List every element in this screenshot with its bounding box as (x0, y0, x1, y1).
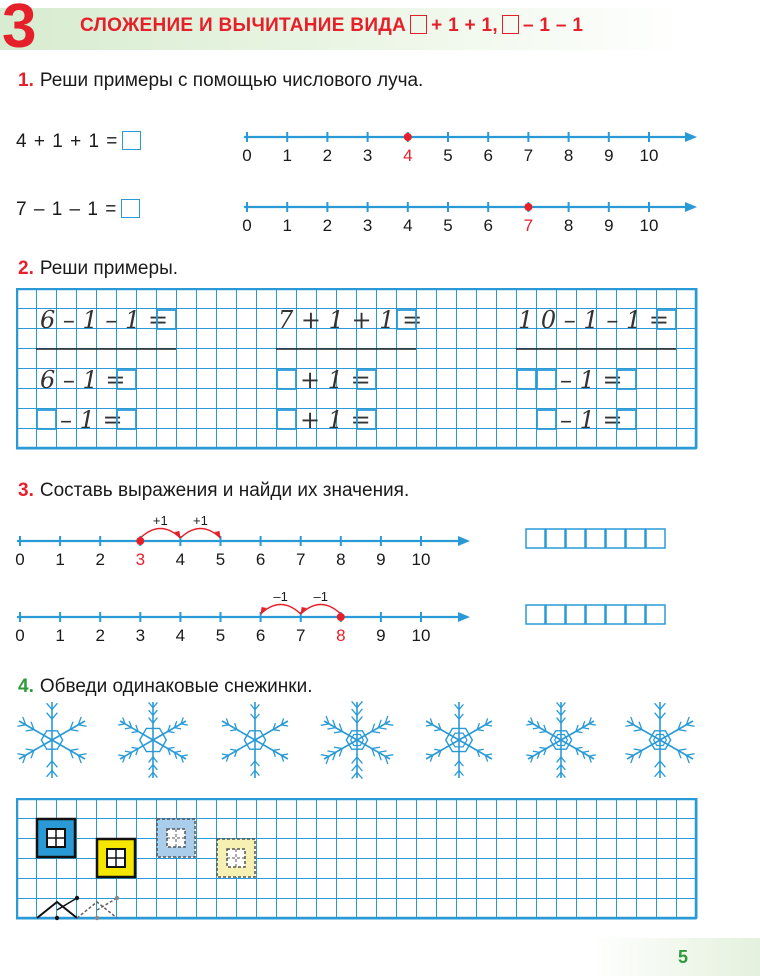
flake-branch (357, 772, 362, 778)
col1-line3-box-a[interactable] (37, 410, 56, 429)
flake-arm (459, 740, 492, 759)
flake-branch (485, 754, 492, 755)
number-ray-2 (242, 202, 697, 235)
flake-branch (357, 757, 362, 763)
ray-arrowhead (685, 202, 697, 212)
answer-cell (606, 529, 625, 548)
task3-number-rays (0, 505, 760, 655)
col1-line1: 6 – 1 – 1 = (40, 306, 169, 334)
flake-branch (678, 730, 686, 731)
flake-branch (678, 749, 686, 750)
flake-branch (655, 703, 660, 709)
flake-branch (576, 731, 583, 732)
flake-branch (357, 717, 362, 723)
flake-branch (533, 751, 540, 752)
col2-line1: 7 + 1 + 1 = (278, 306, 423, 334)
answer-cell (606, 605, 625, 624)
ray-label-10: 10 (411, 550, 431, 569)
ray-label-3: 3 (135, 626, 146, 645)
flake-branch (174, 751, 181, 752)
flake-branch (625, 725, 633, 726)
flake-branch (582, 728, 589, 729)
flake-branch (426, 725, 433, 726)
col2-line2: + 1 = (300, 366, 371, 394)
flake-branch (539, 747, 546, 748)
ray-arrowhead (685, 132, 697, 142)
title-box-1 (410, 15, 427, 34)
ray-label-10: 10 (639, 216, 659, 235)
ray-label-4: 4 (175, 626, 186, 645)
col2-line3-box-a[interactable] (277, 410, 296, 429)
answer-cell (546, 605, 565, 624)
flake-branch (372, 747, 380, 748)
ray-label-1: 1 (282, 216, 292, 235)
flake-branch (230, 749, 237, 750)
answer-cell (526, 605, 545, 624)
flake-branch (281, 725, 288, 726)
ray-label-7: 7 (523, 146, 534, 165)
ray-label-9: 9 (604, 216, 614, 235)
flake-branch (47, 761, 52, 767)
flake-branch (327, 751, 335, 752)
ray-marked-point (136, 537, 144, 545)
flake-branch (47, 703, 52, 709)
hop-label: –1 (273, 589, 288, 604)
flake-branch (533, 728, 540, 729)
hop-arc (180, 529, 220, 539)
flake-branch (426, 754, 433, 755)
ray-label-5: 5 (443, 146, 453, 165)
flake-arm (426, 721, 459, 740)
col2-line3: + 1 = (300, 406, 371, 434)
flake-branch (526, 724, 533, 725)
flake-branch (655, 761, 660, 767)
flake-arm (426, 740, 459, 759)
flake-branch (17, 754, 25, 755)
flake-branch (589, 724, 596, 725)
ray-label-3: 3 (362, 216, 373, 235)
number-ray-3 (15, 513, 470, 569)
flake-branch (181, 724, 188, 725)
task4-number: 4. (18, 676, 34, 697)
answer-cell (646, 605, 665, 624)
number-ray-4 (15, 589, 470, 645)
ray-label-0: 0 (242, 216, 252, 235)
ray-label-1: 1 (55, 550, 65, 569)
flake-branch (174, 728, 181, 729)
flake-branch (131, 747, 138, 748)
flake-branch (273, 730, 280, 731)
flake-branch (222, 754, 229, 755)
flake-branch (281, 754, 288, 755)
ray-label-7: 7 (523, 216, 534, 235)
title-box-2 (502, 15, 519, 34)
flake-branch (357, 709, 362, 715)
flake-branch (52, 770, 57, 776)
task3-number: 3. (18, 480, 34, 501)
footer-band (590, 938, 760, 976)
flake-branch (352, 765, 357, 771)
flake-arm (459, 721, 492, 740)
flake-branch (52, 703, 57, 709)
flake-branch (47, 770, 52, 776)
flake-branch (485, 725, 492, 726)
flake-branch (125, 728, 132, 729)
hop-label: +1 (193, 513, 208, 528)
ray-label-2: 2 (95, 626, 105, 645)
flake-branch (70, 749, 78, 750)
ray-label-8: 8 (336, 550, 346, 569)
col3-line2-box-a[interactable] (517, 370, 536, 389)
ray-label-7: 7 (295, 550, 306, 569)
answer-cell (566, 605, 585, 624)
task1-number-rays (0, 120, 760, 240)
ray-label-0: 0 (242, 146, 252, 165)
ray-label-9: 9 (376, 550, 386, 569)
flake-branch (52, 761, 57, 767)
ray-arrowhead (458, 536, 470, 546)
flake-branch (378, 728, 386, 729)
ray-label-8: 8 (563, 216, 574, 235)
number-ray-1 (242, 132, 697, 165)
ray-label-2: 2 (95, 550, 105, 569)
answer-cell (526, 529, 545, 548)
ray-label-6: 6 (255, 550, 266, 569)
flake-branch (118, 755, 125, 756)
ray-label-0: 0 (15, 550, 25, 569)
flake-branch (378, 751, 386, 752)
task1-text: Реши примеры с помощью числового луча. (39, 70, 424, 91)
ray-label-5: 5 (215, 550, 226, 569)
col3-line3: – 1 = (560, 406, 623, 434)
flake-branch (222, 725, 229, 726)
flake-branch (125, 751, 132, 752)
ray-label-8: 8 (563, 146, 574, 165)
ray-label-1: 1 (55, 626, 65, 645)
task2-grid (16, 288, 698, 452)
flake-branch (118, 724, 125, 725)
ray-label-10: 10 (411, 626, 431, 645)
ray-label-4: 4 (175, 550, 186, 569)
ray-label-6: 6 (255, 626, 266, 645)
col1-line2: 6 – 1 = (40, 366, 126, 394)
col3-line3-box-a[interactable] (537, 410, 556, 429)
answer-cell (586, 529, 605, 548)
flake-branch (660, 703, 665, 709)
flake-branch (357, 765, 362, 771)
ray-label-7: 7 (295, 626, 306, 645)
ray-arrowhead (458, 612, 470, 622)
ray-label-3: 3 (135, 550, 146, 569)
flake-branch (321, 724, 329, 725)
snowflake-row (0, 696, 760, 788)
ray-label-6: 6 (483, 146, 493, 165)
snowflake-icon (118, 702, 187, 778)
answer-cell (626, 605, 645, 624)
task2-number: 2. (18, 258, 34, 279)
flake-branch (131, 731, 138, 732)
flake-branch (26, 730, 34, 731)
flake-branch (660, 713, 665, 719)
hop-arc (261, 605, 301, 615)
flake-branch (477, 730, 484, 731)
page-number: 5 (677, 947, 688, 967)
flake-branch (372, 731, 380, 732)
col3-line1: 1 0 – 1 – 1 = (518, 306, 669, 334)
flake-branch (539, 731, 546, 732)
flake-branch (17, 725, 25, 726)
task2-heading (18, 258, 178, 280)
flake-branch (321, 755, 329, 756)
title-part3: – 1 – 1 (522, 15, 584, 36)
ray-label-9: 9 (376, 626, 386, 645)
snowflake-icon (321, 701, 393, 778)
flake-branch (352, 772, 357, 778)
flake-branch (47, 713, 52, 719)
ray-label-4: 4 (403, 146, 413, 165)
flake-branch (78, 725, 86, 726)
flake-branch (352, 701, 357, 707)
col3-line2: – 1 = (560, 366, 623, 394)
hop-label: +1 (152, 513, 168, 528)
flake-branch (576, 747, 583, 748)
ray-marked-point (524, 203, 532, 211)
task4-heading (18, 676, 313, 698)
ray-label-6: 6 (483, 216, 493, 235)
answer-cell (566, 529, 585, 548)
flake-branch (655, 770, 660, 776)
flake-branch (357, 701, 362, 707)
title-part1: СЛОЖЕНИЕ И ВЫЧИТАНИЕ ВИДА (80, 15, 407, 36)
flake-branch (385, 755, 393, 756)
flake-branch (582, 751, 589, 752)
flake-branch (78, 754, 86, 755)
answer-cell (546, 529, 565, 548)
flake-branch (181, 755, 188, 756)
col3-line2-box-b[interactable] (537, 370, 556, 389)
flake-branch (70, 730, 78, 731)
flake-branch (434, 730, 441, 731)
task1-heading (18, 70, 423, 92)
flake-branch (52, 713, 57, 719)
ray-label-0: 0 (15, 626, 25, 645)
ray-label-1: 1 (282, 146, 292, 165)
flake-branch (352, 709, 357, 715)
hop-label: –1 (313, 589, 328, 604)
snowflake-icon (426, 702, 492, 778)
snowflake-icon (17, 702, 86, 778)
hop-arc (301, 605, 341, 615)
answer-cell (626, 529, 645, 548)
snowflake-icon (526, 702, 595, 778)
ray-label-5: 5 (443, 216, 453, 235)
task2-text: Реши примеры. (39, 258, 178, 279)
flake-branch (686, 754, 694, 755)
flake-branch (385, 724, 393, 725)
example2-text: 7 – 1 – 1 = (16, 199, 118, 220)
ray-label-2: 2 (322, 216, 333, 235)
snowflake-icon (222, 702, 288, 778)
col1-line3: – 1 = (60, 406, 123, 434)
flake-branch (686, 725, 694, 726)
flake-branch (625, 754, 633, 755)
answer-cell (646, 529, 665, 548)
ray-label-5: 5 (215, 626, 226, 645)
flake-branch (634, 749, 642, 750)
flake-branch (26, 749, 34, 750)
flake-branch (334, 731, 342, 732)
title-part2: + 1 + 1, (431, 15, 498, 36)
answer-strip-1 (526, 529, 665, 548)
flake-branch (634, 730, 642, 731)
lesson-title (80, 15, 583, 37)
flake-branch (655, 713, 660, 719)
flake-branch (334, 747, 342, 748)
answer-strip-2 (526, 605, 665, 624)
flake-branch (168, 747, 175, 748)
flake-branch (273, 749, 280, 750)
flake-branch (230, 730, 237, 731)
ray-label-4: 4 (403, 216, 413, 235)
flake-branch (589, 755, 596, 756)
task3-heading (18, 480, 409, 502)
answer-cell (586, 605, 605, 624)
example1-text: 4 + 1 + 1 = (16, 131, 119, 152)
flake-branch (477, 749, 484, 750)
drawing-grid (16, 798, 698, 922)
flake-branch (352, 757, 357, 763)
flake-branch (168, 731, 175, 732)
lesson-number: 3 (2, 0, 37, 61)
snowflake-icon (625, 702, 694, 778)
task4-text: Обведи одинаковые снежинки. (39, 676, 313, 697)
task1-number: 1. (18, 70, 34, 91)
ray-label-3: 3 (362, 146, 373, 165)
flake-branch (660, 770, 665, 776)
ray-label-10: 10 (639, 146, 659, 165)
flake-branch (660, 761, 665, 767)
ray-marked-point (337, 613, 345, 621)
ray-label-8: 8 (336, 626, 346, 645)
col2-line2-box-a[interactable] (277, 370, 296, 389)
task3-text: Составь выражения и найди их значения. (39, 480, 410, 501)
hop-arc (140, 529, 180, 539)
flake-branch (434, 749, 441, 750)
flake-branch (352, 717, 357, 723)
ray-marked-point (404, 133, 412, 141)
ray-label-2: 2 (322, 146, 333, 165)
flake-branch (526, 755, 533, 756)
flake-branch (327, 728, 335, 729)
ray-label-9: 9 (604, 146, 614, 165)
